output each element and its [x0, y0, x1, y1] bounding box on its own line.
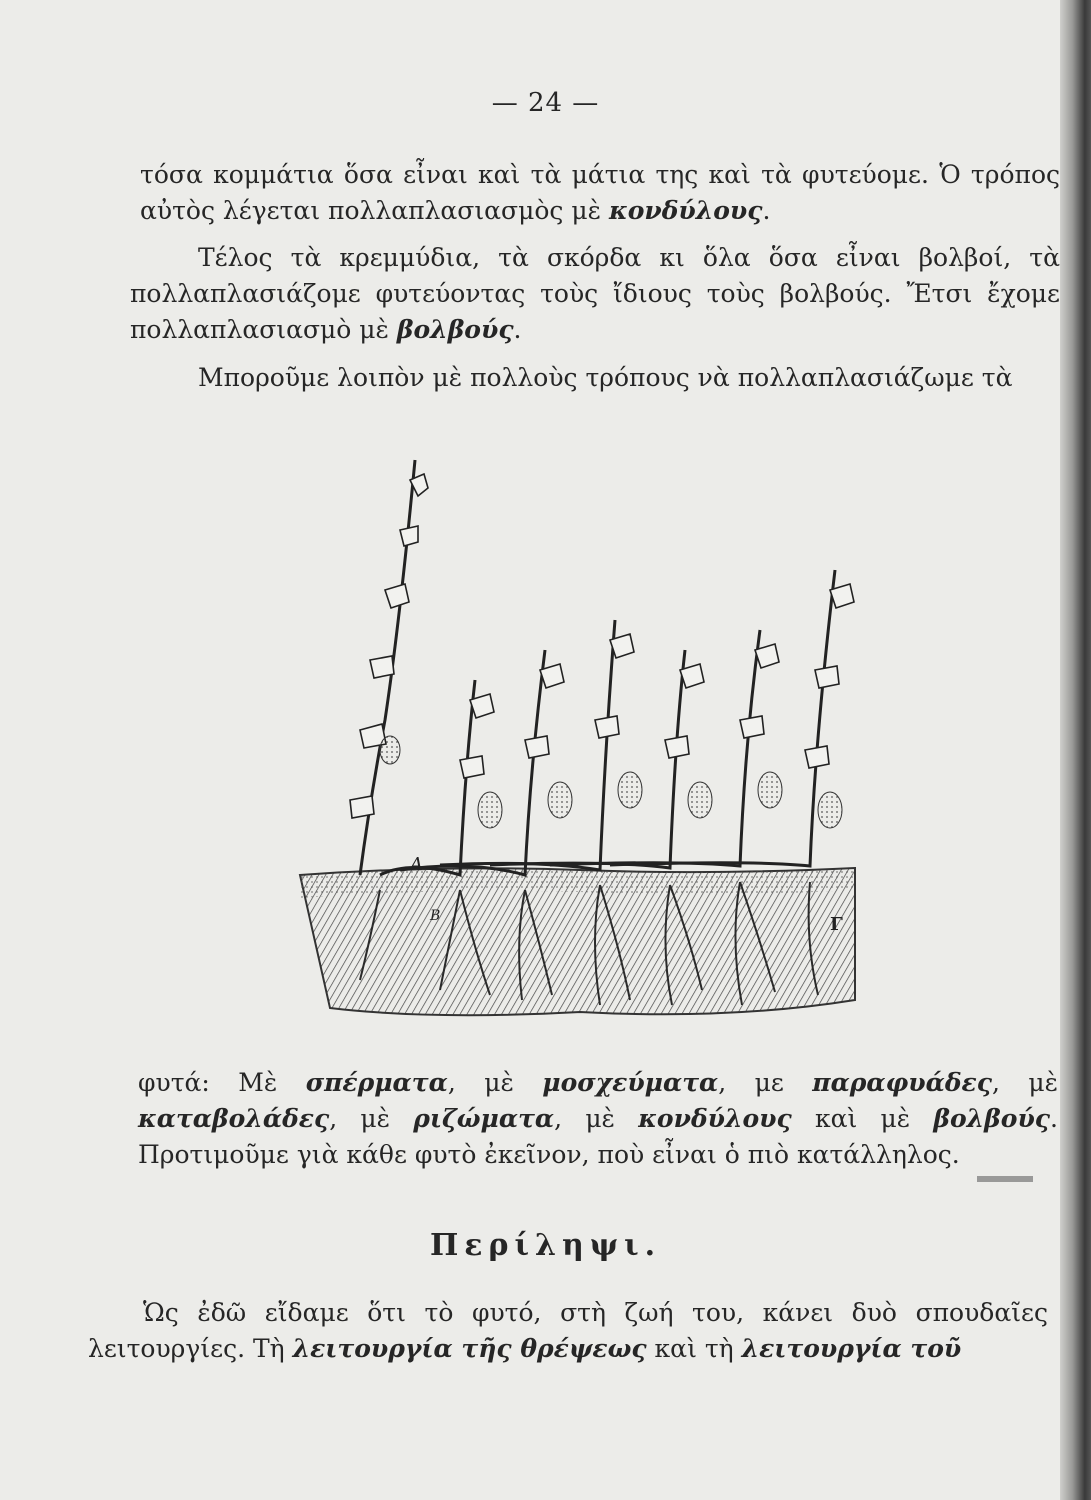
- paragraph-1-end: .: [762, 196, 771, 225]
- paragraph-4: [138, 1065, 1058, 1173]
- emphasis-kondylous-2: κονδύλους: [638, 1104, 792, 1133]
- emphasis-katavolades: καταβολάδες: [138, 1104, 330, 1133]
- page-number: — 24 —: [491, 88, 600, 118]
- paragraph-5: [88, 1295, 1048, 1367]
- emphasis-parafyades: παραφυάδες: [812, 1068, 992, 1097]
- paragraph-2-text: Τέλος τὰ κρεμμύδια, τὰ σκόρδα κι ὅλα ὅσα εἶναι βολβοί, τὰ πολλαπλασιάζομε φυτεύοντας τοὺς ἴδιους τοὺς βολβούς. Ἔτσι ἔχομε πολλαπλασιασμὸ μὲ: [130, 243, 1060, 344]
- p4-text-7: καὶ μὲ: [791, 1104, 934, 1133]
- emphasis-volvous-2: βολβούς: [933, 1104, 1051, 1133]
- emphasis-threpseos: λειτουργία τῆς θρέψεως: [292, 1334, 647, 1363]
- p4-text-5: , μὲ: [329, 1104, 414, 1133]
- label-b: B: [430, 908, 441, 924]
- emphasis-moscheumata: μοσχεύματα: [542, 1068, 719, 1097]
- paragraph-1: [140, 157, 1060, 229]
- p4-text-3: , με: [718, 1068, 813, 1097]
- paragraph-2: [130, 240, 1060, 348]
- p5-text-2: καὶ τὴ: [646, 1334, 742, 1363]
- emphasis-spermata: σπέρματα: [305, 1068, 448, 1097]
- emphasis-leitourgia-tou: λειτουργία τοῦ: [741, 1334, 962, 1363]
- paragraph-3: Μποροῦμε λοιπὸν μὲ πολλοὺς τρόπους νὰ πολλαπλασιάζωμε τὰ: [198, 363, 1013, 392]
- emphasis-volvous: βολβούς: [396, 315, 514, 344]
- emphasis-rizomata: ριζώματα: [413, 1104, 555, 1133]
- p4-text-8: . Προτιμοῦμε γιὰ κάθε φυτὸ ἐκεῖνον, ποὺ εἶναι ὁ πιὸ κατάλληλος.: [138, 1104, 1058, 1169]
- label-g: Γ: [830, 914, 843, 935]
- paragraph-2-end: .: [513, 315, 522, 344]
- p5-text-1: Ὡς ἐδῶ εἴδαμε ὅτι τὸ φυτό, στὴ ζωή του, κάνει δυὸ σπουδαῖες λειτουργίες. Τὴ: [88, 1298, 1048, 1363]
- section-heading: Περίληψι.: [429, 1228, 662, 1263]
- vine-layering-illustration: [290, 420, 870, 1040]
- book-edge: [1060, 0, 1091, 1500]
- p4-text-2: , μὲ: [447, 1068, 543, 1097]
- p4-text-6: , μὲ: [554, 1104, 639, 1133]
- label-a: A: [410, 854, 423, 875]
- ink-smudge: [975, 1170, 1035, 1184]
- paragraph-1-text: τόσα κομμάτια ὅσα εἶναι καὶ τὰ μάτια της καὶ τὰ φυτεύομε. Ὁ τρόπος αὐτὸς λέγεται πολλαπλασιασμὸς μὲ: [140, 160, 1060, 225]
- p4-text-1: φυτά: Μὲ: [138, 1068, 306, 1097]
- emphasis-kondylous: κονδύλους: [608, 196, 763, 225]
- p4-text-4: , μὲ: [991, 1068, 1058, 1097]
